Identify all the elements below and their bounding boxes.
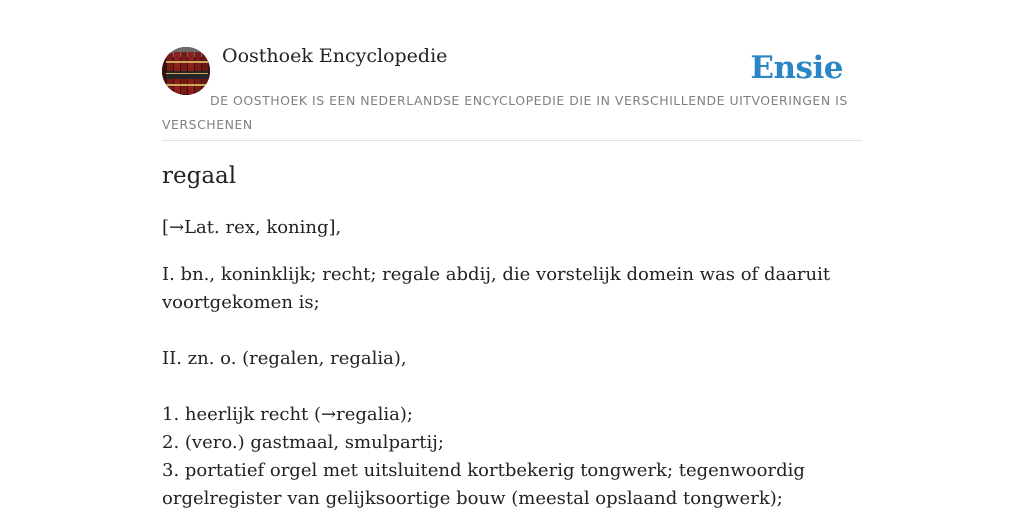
sense-noun: II. zn. o. (regalen, regalia), [162,348,407,369]
article-title: regaal [162,163,237,189]
etymology [162,214,862,242]
definition-item: 2. (vero.) gastmaal, smulpartij; [162,432,444,453]
site-header [162,0,862,141]
sense-adjective: I. bn., koninklijk; recht; regale abdij, die vorstelijk domein was of daaruit voortgekomen is; [162,264,831,313]
encyclopedia-avatar[interactable] [162,47,210,95]
article-body [162,214,862,512]
spacer [162,373,862,401]
spacer [162,317,862,345]
book-spines-icon [162,47,210,95]
content-column [162,0,862,509]
brand-logo[interactable]: Ensie [750,50,843,86]
etymology-text: [→Lat. rex, koning], [162,217,342,238]
site-name[interactable]: Oosthoek Encyclopedie [222,45,448,67]
site-tagline: DE OOSTHOEK IS EEN NEDERLANDSE ENCYCLOPEDIE DIE IN VERSCHILLENDE UITVOERINGEN IS VERSCHENEN [162,93,848,132]
definition-item: 1. heerlijk recht (→regalia); [162,404,413,425]
definition-item: 3. portatief orgel met uitsluitend kortbekerig tongwerk; tegenwoordig orgelregister van gelijksoortige bouw (meestal opslaand tongwerk); [162,460,805,509]
